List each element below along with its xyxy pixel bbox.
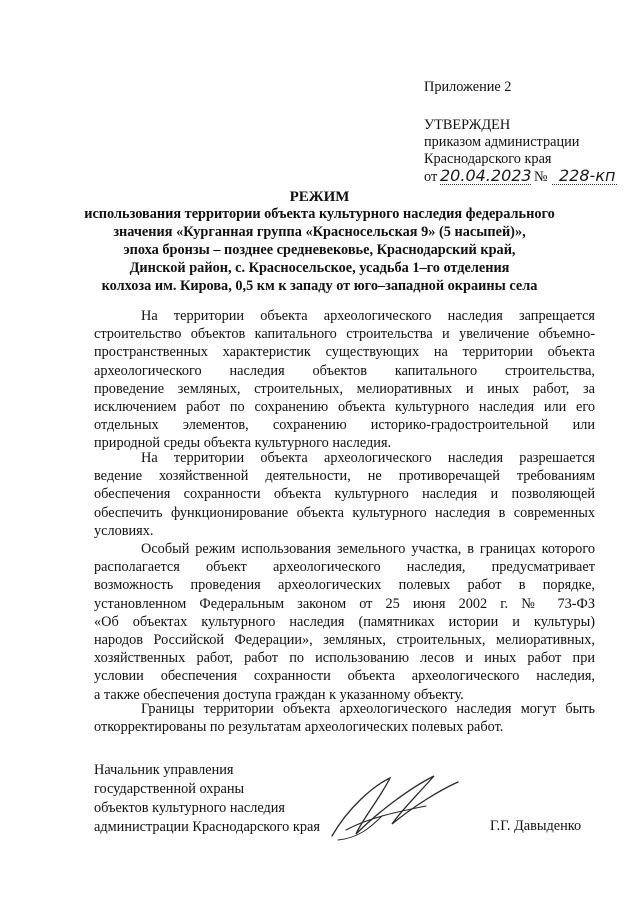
paragraph-line: «Об объектах культурного наследия (памятниках истории и культуры) — [94, 613, 595, 630]
title-line-5: колхоза им. Кирова, 0,5 км к западу от юго–западной окраины села — [101, 278, 538, 294]
number-prefix: № — [534, 169, 548, 185]
paragraph-line: строительство объектов капитального строительства и увеличение объемно- — [94, 326, 595, 343]
handwritten-date: 20.04.2023 — [440, 166, 532, 185]
paragraph-line: обеспечить функционирование объекта культурного наследия в современных — [94, 504, 595, 521]
paragraph-3 — [94, 540, 595, 704]
paragraph-line: пространственных характеристик существующих на территории объекта — [94, 344, 595, 361]
paragraph-line: На территории объекта археологического наследия разрешается — [141, 450, 595, 466]
approved-label: УТВЕРЖДЕН — [424, 117, 511, 133]
appendix-label: Приложение 2 — [424, 79, 512, 95]
paragraph-4 — [94, 700, 595, 736]
paragraph-line: хозяйственных работ, работ по использованию лесов и иных работ при — [94, 650, 595, 667]
paragraph-line: условии обеспечения сохранности объекта археологического наследия, — [94, 668, 595, 685]
date-prefix: от — [424, 169, 438, 185]
approved-by-line-2: Краснодарского края — [424, 151, 552, 167]
paragraph-line: проведение земляных, строительных, мелиоративных и иных работ, за — [94, 380, 595, 397]
paragraph-line: ведение хозяйственной деятельности, не противоречащей требованиям — [94, 468, 595, 485]
approved-by-line-1: приказом администрации — [424, 134, 580, 150]
title-line-4: Динской район, с. Красносельское, усадьба 1–го отделения — [129, 260, 510, 276]
title-line-1: использования территории объекта культурного наследия федерального — [84, 206, 555, 222]
paragraph-line: откорректированы по результатам археологических полевых работ. — [94, 719, 504, 736]
paragraph-line: исключением работ по сохранению объекта культурного наследия или его — [94, 398, 595, 415]
handwritten-signature — [318, 768, 468, 848]
position-line: государственной охраны — [94, 781, 245, 797]
date-number-line — [424, 166, 619, 188]
document-heading: РЕЖИМ — [289, 189, 350, 205]
paragraph-line: располагается объект археологического наследия, предусматривает — [94, 559, 595, 576]
number-underline — [552, 184, 617, 185]
paragraph-line: Границы территории объекта археологического наследия могут быть — [141, 701, 595, 717]
paragraph-1 — [94, 307, 595, 453]
paragraph-line: природной среды объекта культурного наследия. — [94, 435, 392, 452]
paragraph-line: Особый режим использования земельного участка, в границах которого — [141, 541, 595, 557]
handwritten-number: 228-кп — [559, 166, 616, 185]
title-line-2: значения «Курганная группа «Красносельская 9» (5 насыпей)», — [113, 224, 526, 240]
paragraph-line: На территории объекта археологического наследия запрещается — [141, 308, 595, 324]
paragraph-line: возможность проведения археологических полевых работ в порядке, — [94, 577, 595, 594]
title-line-3: эпоха бронзы – позднее средневековье, Краснодарский край, — [123, 242, 516, 258]
paragraph-line: установленном Федеральным законом от 25 июня 2002 г. № 73-ФЗ — [94, 595, 595, 612]
paragraph-line: а также обеспечения доступа граждан к указанному объекту. — [94, 686, 464, 703]
position-line: объектов культурного наследия — [94, 800, 285, 816]
paragraph-line: народов Российской Федерации», земляных, строительных, мелиоративных, — [94, 631, 595, 648]
paragraph-line: отдельных элементов, сохранению историко-градостроительной или — [94, 417, 595, 434]
paragraph-2 — [94, 449, 595, 540]
paragraph-line: обеспечения сохранности объекта культурного наследия и позволяющей — [94, 486, 595, 503]
date-underline — [440, 184, 531, 185]
paragraph-line: условиях. — [94, 522, 154, 539]
position-line: Начальник управления — [94, 762, 234, 778]
signatory-name: Г.Г. Давыденко — [490, 818, 582, 834]
position-line: администрации Краснодарского края — [94, 819, 320, 835]
signatory-position — [94, 761, 320, 837]
paragraph-line: археологического наследия объектов капитального строительства, — [94, 362, 595, 379]
